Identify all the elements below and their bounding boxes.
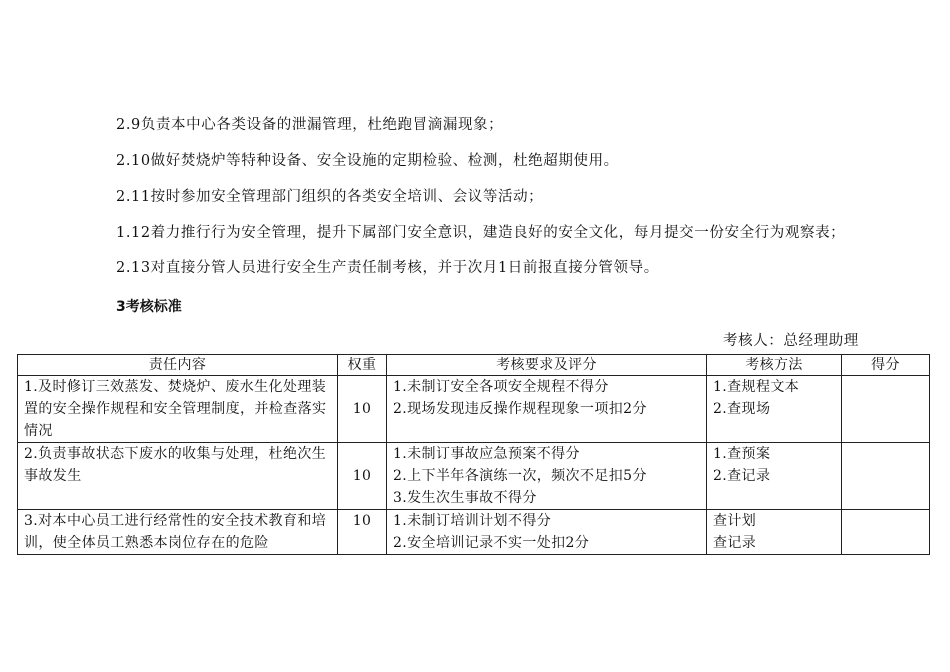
header-content: 责任内容: [18, 355, 338, 376]
requirement-line: 2.上下半年各演练一次，频次不足扣5分: [393, 468, 647, 484]
row-requirements: [387, 510, 707, 555]
method-line: 2.查现场: [713, 401, 771, 417]
requirement-line: 1.未制订事故应急预案不得分: [393, 446, 580, 462]
row-score[interactable]: [842, 443, 930, 510]
requirement-line: 1.未制订培训计划不得分: [393, 513, 552, 529]
row-method: [707, 443, 842, 510]
row-method: [707, 510, 842, 555]
method-line: 查计划: [713, 513, 757, 529]
table-row: [18, 376, 930, 443]
method-line: 1.查规程文本: [713, 379, 800, 395]
header-weight: 权重: [338, 355, 387, 376]
section-heading: 3考核标准: [116, 299, 182, 315]
paragraph-2-9: 2.9负责本中心各类设备的泄漏管理，杜绝跑冒滴漏现象；: [116, 117, 504, 133]
row-content: 2.负责事故状态下废水的收集与处理，杜绝次生事故发生: [18, 443, 338, 510]
method-line: 1.查预案: [713, 446, 771, 462]
requirement-line: 1.未制订安全各项安全规程不得分: [393, 379, 609, 395]
table-row: [18, 510, 930, 555]
row-requirements: [387, 443, 707, 510]
paragraph-1-12: 1.12着力推行行为安全管理，提升下属部门安全意识，建造良好的安全文化，每月提交一份安全行为观察表；: [116, 225, 846, 241]
header-score: 得分: [842, 355, 930, 376]
row-content: 3.对本中心员工进行经常性的安全技术教育和培训，使全体员工熟悉本岗位存在的危险: [18, 510, 338, 555]
row-weight: 10: [338, 510, 387, 555]
requirement-line: 2.安全培训记录不实一处扣2分: [393, 535, 590, 551]
header-method: 考核方法: [707, 355, 842, 376]
assessment-table: [17, 354, 930, 555]
row-requirements: [387, 376, 707, 443]
paragraph-2-11: 2.11按时参加安全管理部门组织的各类安全培训、会议等活动；: [116, 189, 544, 205]
paragraph-2-10: 2.10做好焚烧炉等特种设备、安全设施的定期检验、检测，杜绝超期使用。: [116, 153, 619, 169]
requirement-line: 2.现场发现违反操作规程现象一项扣2分: [393, 401, 647, 417]
paragraph-2-13: 2.13对直接分管人员进行安全生产责任制考核，并于次月1日前报直接分管领导。: [116, 260, 659, 276]
row-weight: 10: [338, 376, 387, 443]
method-line: 查记录: [713, 535, 757, 551]
method-line: 2.查记录: [713, 468, 771, 484]
header-requirements: 考核要求及评分: [387, 355, 707, 376]
row-score[interactable]: [842, 376, 930, 443]
row-score[interactable]: [842, 510, 930, 555]
table-header-row: [18, 355, 930, 376]
row-weight: 10: [338, 443, 387, 510]
requirement-line: 3.发生次生事故不得分: [393, 490, 537, 506]
row-content: 1.及时修订三效蒸发、焚烧炉、废水生化处理装置的安全操作规程和安全管理制度，并检查落实情况: [18, 376, 338, 443]
table-row: [18, 443, 930, 510]
row-method: [707, 376, 842, 443]
assessor-label: 考核人：总经理助理: [723, 333, 859, 349]
